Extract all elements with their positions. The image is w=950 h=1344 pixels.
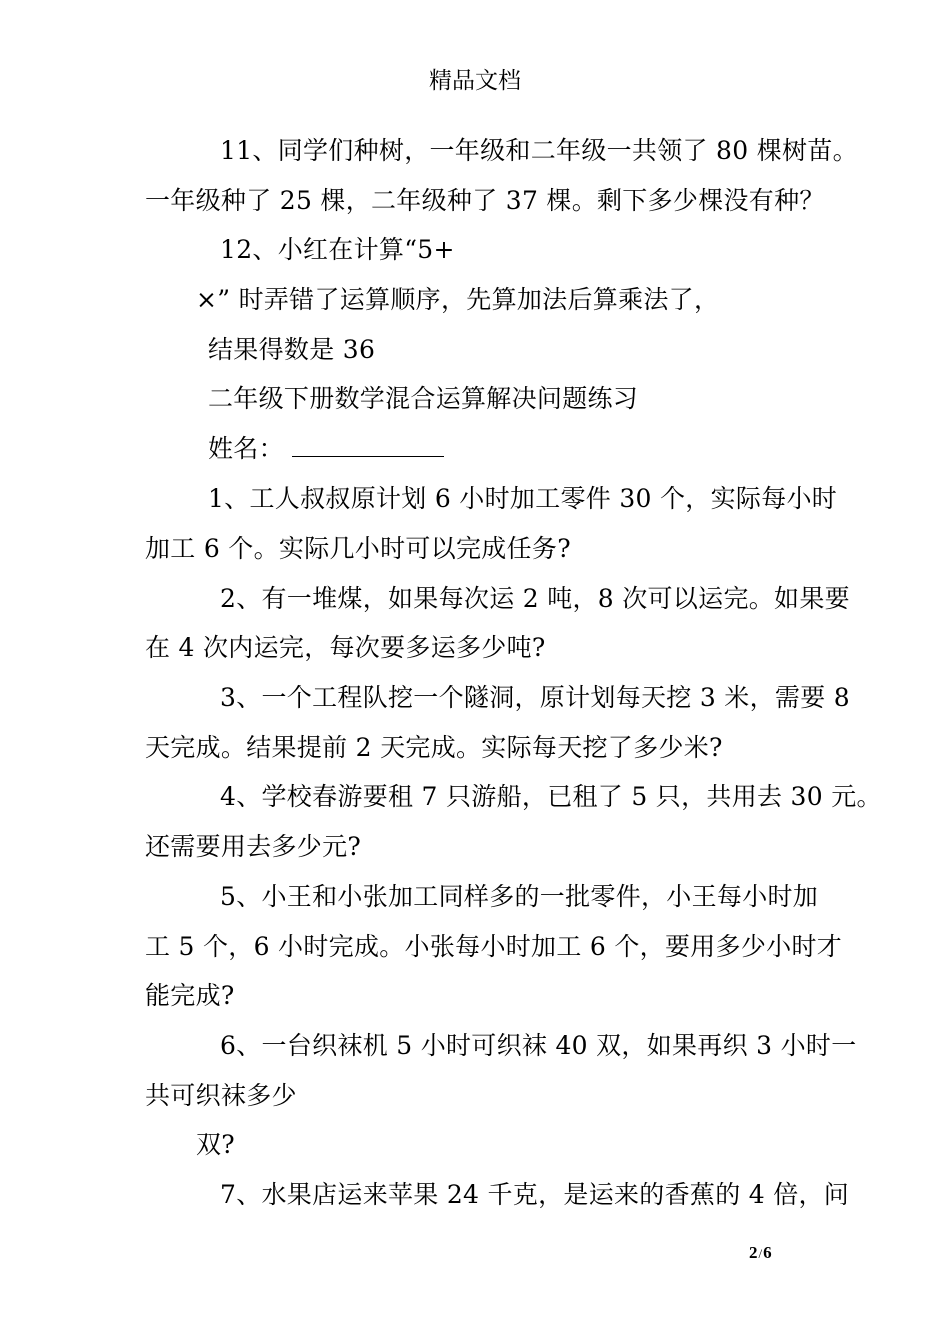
text-line: 11、同学们种树，一年级和二年级一共领了 80 棵树苗。: [220, 136, 858, 165]
text-line: 天完成。结果提前 2 天完成。实际每天挖了多少米?: [145, 733, 723, 762]
text-line: 一年级种了 25 棵，二年级种了 37 棵。剩下多少棵没有种？: [145, 186, 825, 215]
text-line: 共可织袜多少: [145, 1081, 297, 1110]
text-line: 12、小红在计算“5+: [220, 235, 455, 264]
text-line: 加工 6 个。实际几小时可以完成任务?: [145, 534, 571, 563]
text-line: 能完成?: [145, 981, 235, 1010]
name-field: [208, 433, 444, 465]
text-line: ×” 时弄错了运算顺序，先算加法后算乘法了，: [196, 285, 720, 314]
page-header: 精品文档: [429, 68, 521, 94]
text-line: 6、一台织袜机 5 小时可织袜 40 双，如果再织 3 小时一: [220, 1031, 857, 1060]
text-line: 双?: [196, 1130, 236, 1159]
text-line: 7、水果店运来苹果 24 千克，是运来的香蕉的 4 倍，问: [220, 1180, 850, 1209]
text-line: 4、学校春游要租 7 只游船，已租了 5 只，共用去 30 元。: [220, 782, 882, 811]
text-line: 2、有一堆煤，如果每次运 2 吨，8 次可以运完。如果要: [220, 584, 850, 613]
text-line: 1、工人叔叔原计划 6 小时加工零件 30 个，实际每小时: [208, 484, 838, 513]
name-blank-line: [292, 434, 444, 457]
name-label: 姓名：: [208, 434, 284, 463]
text-line: 在 4 次内运完，每次要多运多少吨?: [145, 633, 546, 662]
text-line: 还需要用去多少元?: [145, 832, 362, 861]
text-line: 3、一个工程队挖一个隧洞，原计划每天挖 3 米，需要 8: [220, 683, 850, 712]
current-page: 2: [749, 1243, 758, 1262]
page-number: [749, 1243, 772, 1263]
text-line: 工 5 个，6 小时完成。小张每小时加工 6 个，要用多少小时才: [145, 932, 843, 961]
page-separator: /: [758, 1246, 763, 1261]
text-line: 结果得数是 36: [208, 335, 376, 364]
total-pages: 6: [763, 1243, 772, 1262]
text-line: 5、小王和小张加工同样多的一批零件，小王每小时加: [220, 882, 819, 911]
section-title: 二年级下册数学混合运算解决问题练习: [208, 384, 639, 413]
